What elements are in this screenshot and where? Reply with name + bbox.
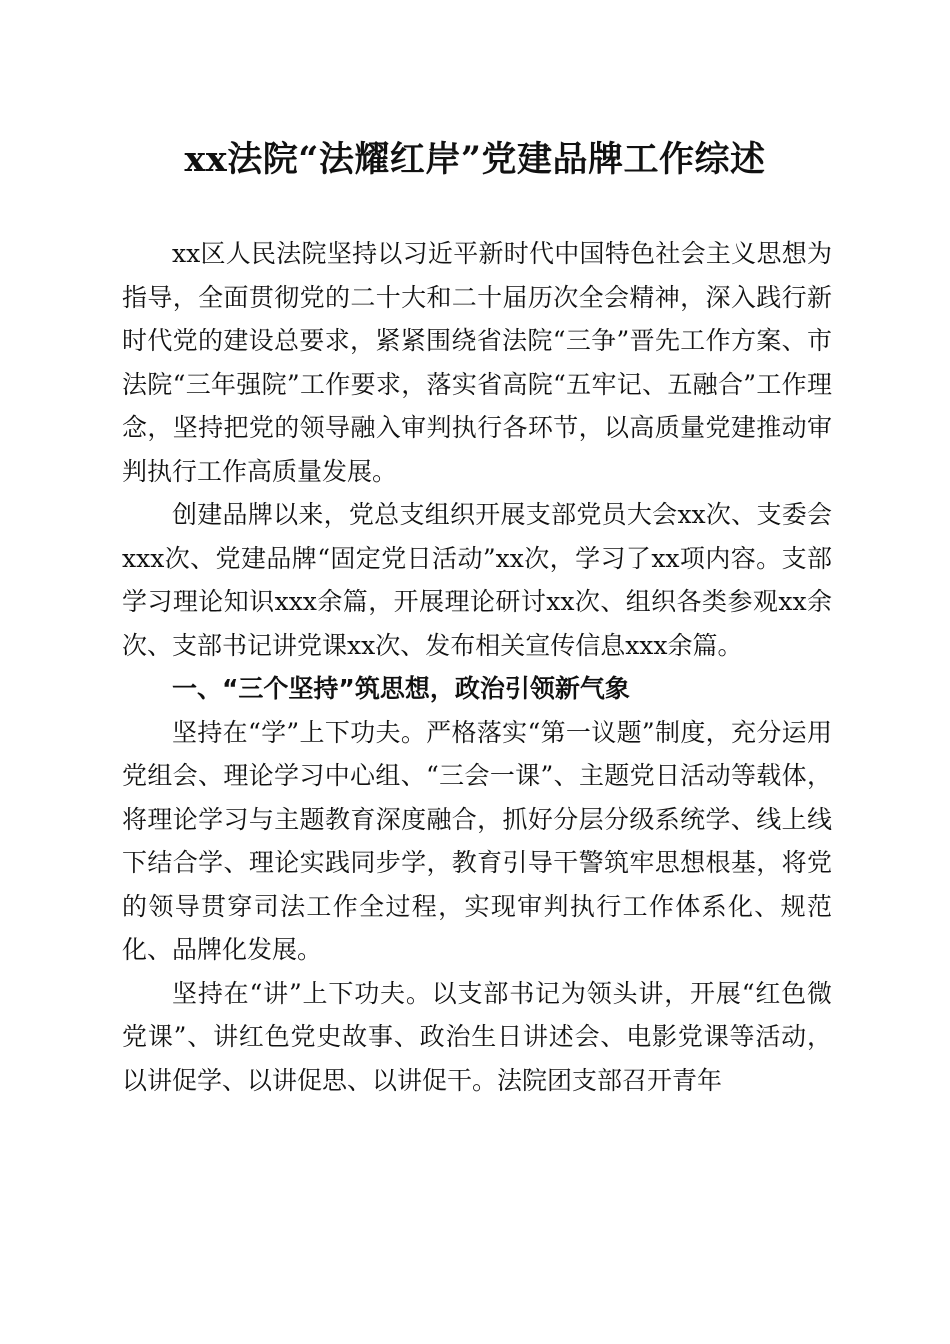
section-paragraph-study: 坚持在“学”上下功夫。严格落实“第一议题”制度，充分运用党组会、理论学习中心组、“三会一课”、主题党日活动等载体，将理论学习与主题教育深度融合，抓好分层分级系统学、线上线下结合学、理论实践同步学，教育引导干警筑牢思想根基，将党的领导贯穿司法工作全过程，实现审判执行工作体系化、规范化、品牌化发展。: [122, 717, 832, 964]
intro-paragraph: xx区人民法院坚持以习近平新时代中国特色社会主义思想为指导，全面贯彻党的二十大和二十届历次全会精神，深入践行新时代党的建设总要求，紧紧围绕省法院“三争”晋先工作方案、市法院“三年强院”工作要求，落实省高院“五牢记、五融合”工作理念，坚持把党的领导融入审判执行各环节，以高质量党建推动审判执行工作高质量发展。: [122, 239, 832, 486]
document-title: xx法院“法耀红岸”党建品牌工作综述: [184, 139, 766, 180]
section-heading: 一、“三个坚持”筑思想，政治引领新气象: [172, 674, 630, 703]
section-paragraph-lecture: 坚持在“讲”上下功夫。以支部书记为领头讲，开展“红色微党课”、讲红色党史故事、政治生日讲述会、电影党课等活动，以讲促学、以讲促思、以讲促干。法院团支部召开青年: [122, 978, 832, 1095]
statistics-paragraph: 创建品牌以来，党总支组织开展支部党员大会xx次、支委会xxx次、党建品牌“固定党日活动”xx次，学习了xx项内容。支部学习理论知识xxx余篇，开展理论研讨xx次、组织各类参观xx余次、支部书记讲党课xx次、发布相关宣传信息xxx余篇。: [122, 500, 832, 660]
document-body: [122, 232, 832, 1102]
